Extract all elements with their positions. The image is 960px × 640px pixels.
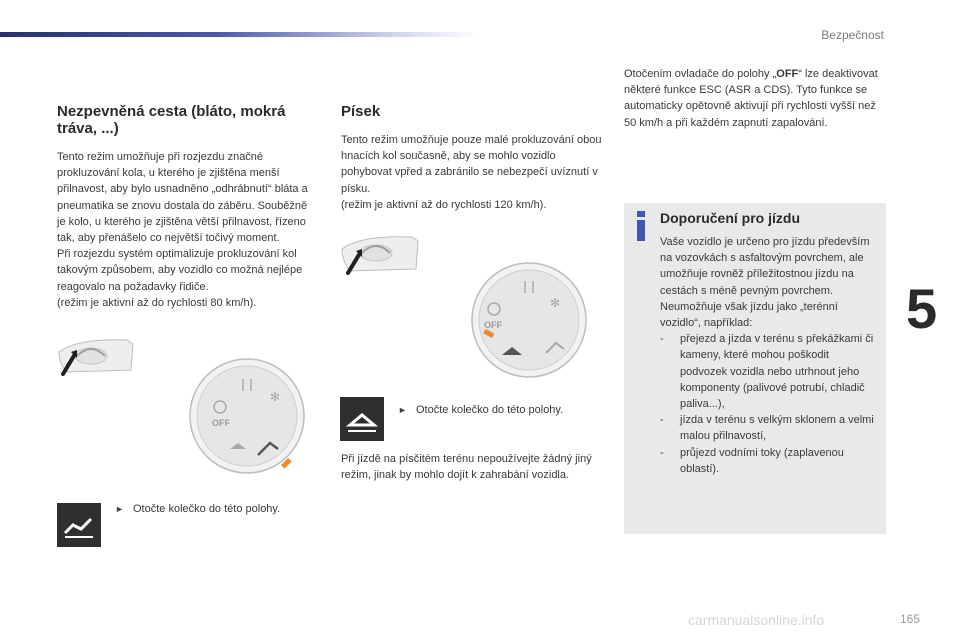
sand-warning: Při jízdě na písčitém terénu nepoužívejte žádný jiný režim, jinak by mohlo dojít k zahrabání vozidla.	[341, 453, 592, 481]
section-mud	[57, 103, 317, 311]
watermark: carmanualsonline.info	[688, 612, 825, 628]
bullet-icon: ►	[398, 405, 407, 415]
info-icon	[636, 211, 646, 241]
paragraph: (režim je aktivní až do rychlosti 120 km/h).	[341, 198, 547, 211]
mode-dial-left	[188, 357, 306, 475]
paragraph: Tento režim umožňuje pouze malé prokluzování obou hnacích kol současně, aby se mohlo vozidlo pohybovat vpřed a zabránilo se nebezpečí uvíznutí v písku.	[341, 134, 602, 195]
sand-mode-icon	[340, 397, 384, 441]
section-heading-mud: Nezpevněná cesta (bláto, mokrá tráva, ...)	[57, 103, 286, 137]
bullet-icon: ►	[115, 504, 124, 514]
paragraph: Tento režim umožňuje při rozjezdu značné prokluzování kola, u kterého je zjištěna menší přilnavost, aby bylo usnadněno „odhrábnutí“ bláta a pneumatika se znovu dostala do záběru. Souběžně je kolo, u kterého je zjištěna větší přilnavost, řízeno tak, aby přenášelo co největší točivý moment.	[57, 151, 308, 245]
mud-mode-icon	[57, 503, 101, 547]
paragraph: Při rozjezdu systém optimalizuje prokluzování kol takovým způsobem, aby vozidlo co možná nejlépe reagovalo na požadavky řidiče.	[57, 248, 303, 293]
snow-icon: ✻	[550, 296, 561, 310]
sand-mode-badge	[340, 397, 384, 441]
paragraph: Neumožňuje však jízdu jako „terénní vozidlo“, například:	[660, 300, 838, 330]
intro-text: “ lze deaktivovat některé funkce ESC (ASR a CDS). Tyto funkce se automaticky opětovně aktivují při rychlosti vyšší než 50 km/h a při každém zapnutí zapalování.	[624, 68, 878, 129]
advice-title: Doporučení pro jízdu	[660, 210, 800, 226]
paragraph: (režim je aktivní až do rychlosti 80 km/h).	[57, 296, 257, 309]
mud-mode-badge	[57, 503, 101, 547]
instruction-text: Otočte kolečko do této polohy.	[416, 404, 564, 416]
list-item: - průjezd vodními toky (zaplavenou oblastí).	[660, 446, 844, 475]
instruction-text: Otočte kolečko do této polohy.	[133, 503, 281, 515]
dial-off-label: OFF	[484, 320, 502, 330]
instruction-sand	[398, 402, 598, 418]
section-heading-sand: Písek	[341, 103, 381, 120]
section-off	[624, 66, 886, 131]
chapter-number: 5	[906, 277, 938, 340]
dashboard-illustration-right	[340, 227, 424, 279]
dial-off-label: OFF	[212, 418, 230, 428]
advice-body	[660, 234, 878, 477]
off-label: OFF	[776, 68, 799, 80]
mode-dial-right	[470, 261, 588, 379]
chapter-title: Bezpečnost	[821, 28, 884, 42]
header-bar	[0, 32, 480, 37]
paragraph: Vaše vozidlo je určeno pro jízdu především na vozovkách s asfaltovým povrchem, ale umožňuje rovněž příležitostnou jízdu na cestách s méně pevným povrchem.	[660, 236, 870, 297]
intro-text: Otočením ovladače do polohy „	[624, 68, 777, 80]
instruction-mud	[115, 501, 315, 517]
snow-icon: ✻	[270, 390, 281, 404]
paragraph-off	[624, 66, 886, 131]
section-sand	[341, 103, 603, 213]
page-number: 165	[900, 612, 921, 626]
list-item: - přejezd a jízda v terénu s překážkami či kameny, které mohou poškodit podvozek vozidla nebo utrhnout jeho komponenty (palivové potrubí, chladič paliva...),	[660, 333, 874, 411]
dashboard-illustration-left	[57, 330, 137, 380]
driving-advice-box	[624, 203, 886, 534]
list-item: - jízda v terénu s velkým sklonem a velmi malou přilnavostí,	[660, 414, 874, 443]
